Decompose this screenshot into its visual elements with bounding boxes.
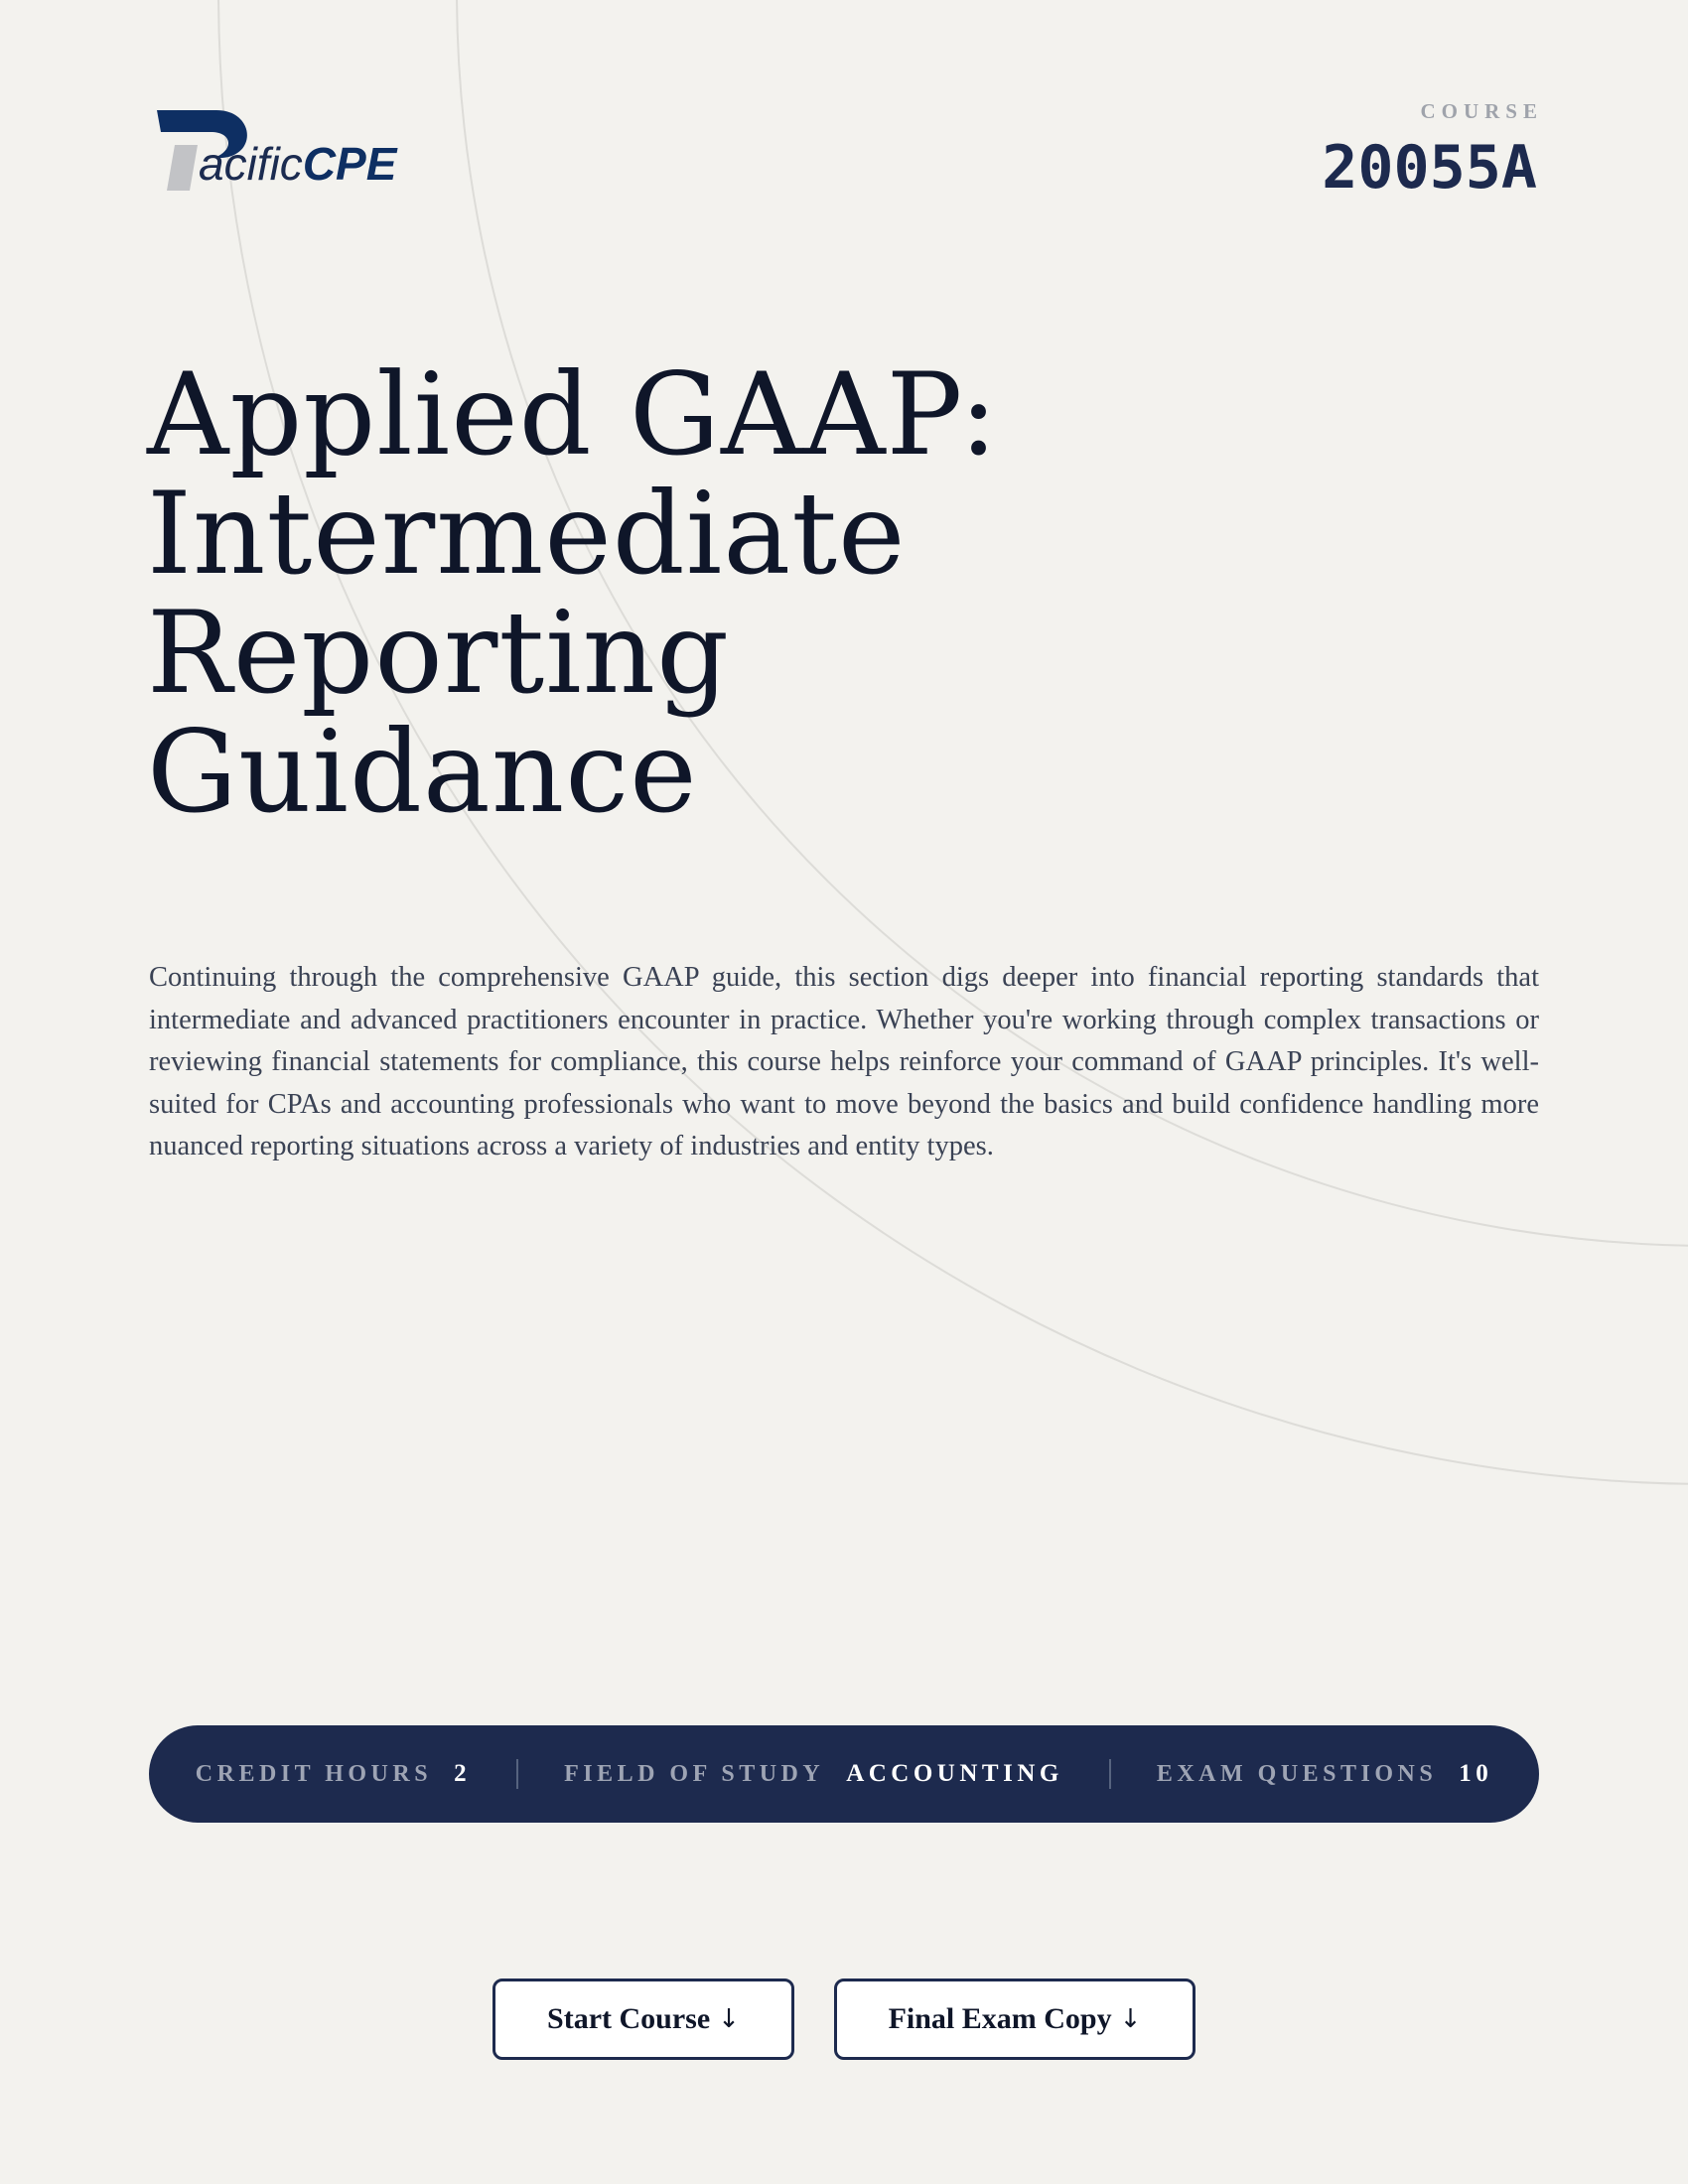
stat-field-of-study xyxy=(518,1760,1109,1788)
stat-exam-questions-value: 10 xyxy=(1459,1760,1493,1787)
pacific-cpe-logo[interactable] xyxy=(155,105,413,201)
start-course-button[interactable] xyxy=(492,1979,794,2060)
stat-exam-questions-label: EXAM QUESTIONS xyxy=(1156,1760,1438,1787)
action-buttons xyxy=(0,1979,1688,2060)
stat-credit-hours-value: 2 xyxy=(454,1760,472,1787)
logo-wordmark-cpe: CPE xyxy=(302,138,397,190)
logo-wordmark-pacific: acific xyxy=(199,138,303,190)
start-course-label: Start Course xyxy=(547,2002,711,2035)
course-stats-bar xyxy=(149,1725,1539,1823)
stat-field-of-study-label: FIELD OF STUDY xyxy=(564,1760,825,1787)
final-exam-copy-label: Final Exam Copy xyxy=(888,2002,1112,2035)
course-id-block xyxy=(1322,99,1543,203)
course-description: Continuing through the comprehensive GAAP guide, this section digs deeper into financial reporting standards that intermediate and advanced practitioners encounter in practice. Whether you're working through complex transactions or reviewing financial statements for compliance, this course helps reinforce your command of GAAP principles. It's well-suited for CPAs and accounting professionals who want to move beyond the basics and build confidence handling more nuanced reporting situations across a variety of industries and entity types. xyxy=(149,962,1539,1161)
stat-field-of-study-value: ACCOUNTING xyxy=(846,1760,1063,1787)
course-title: Applied GAAP: Intermediate Reporting Guidance xyxy=(147,348,999,838)
course-number: 20055A xyxy=(1322,133,1537,203)
arrow-down-icon: ↓ xyxy=(1119,2004,1142,2034)
stat-credit-hours-label: CREDIT HOURS xyxy=(195,1760,433,1787)
stat-exam-questions xyxy=(1111,1760,1538,1788)
course-label: COURSE xyxy=(1420,99,1543,123)
final-exam-copy-button[interactable] xyxy=(834,1979,1196,2060)
logo-wordmark xyxy=(199,138,397,190)
stat-credit-hours xyxy=(150,1760,516,1788)
arrow-down-icon: ↓ xyxy=(718,2004,740,2034)
